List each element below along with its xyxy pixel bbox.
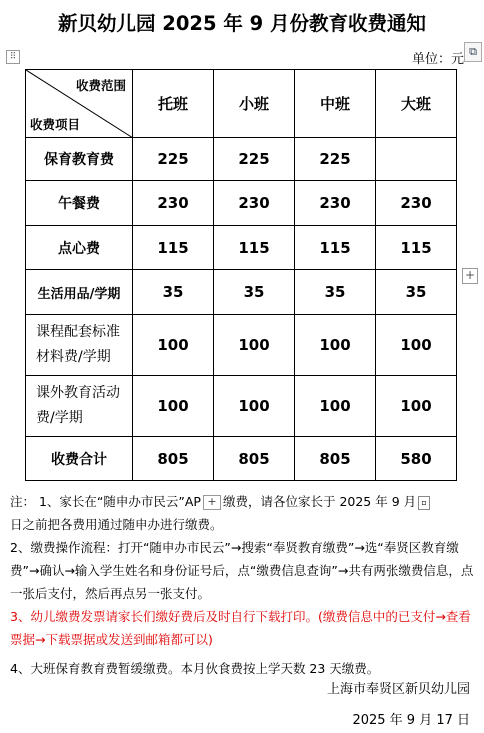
notice-title: 新贝幼儿园 2025 年 9 月份教育收费通知	[58, 12, 426, 35]
row-label: 课程配套标准材料费/学期	[26, 315, 133, 376]
table-move-handle-icon[interactable]: ⠿	[6, 50, 20, 64]
table-row	[26, 138, 457, 181]
table-cell: 115	[133, 226, 214, 270]
table-cell: 100	[376, 315, 457, 376]
row-label: 课外教育活动费/学期	[26, 376, 133, 437]
table-cell: 230	[295, 181, 376, 226]
note-2: 2、缴费操作流程：打开“随申办市民云”→搜索“奉贤教育缴费”→选“奉贤区教育缴费”→确认→输入学生姓名和身份证号后，点“缴费信息查询”→共有两张缴费信息，点一张后支付，然后再点另一张支付。	[10, 540, 474, 601]
row-label: 保育教育费	[26, 138, 133, 181]
frame-icon[interactable]: ▫	[418, 496, 430, 510]
table-cell: 225	[214, 138, 295, 181]
table-cell: 805	[214, 437, 295, 481]
table-cell: 35	[376, 270, 457, 315]
row-label: 生活用品/学期	[26, 270, 133, 315]
add-column-plus-icon[interactable]: +	[203, 495, 221, 510]
note-3: 3、幼儿缴费发票请家长们缴好费后及时自行下载打印。(缴费信息中的已支付→查看票据→下载票据或发送到邮箱都可以)	[10, 609, 471, 647]
corner-top-label: 收费范围	[75, 78, 126, 93]
table-cell: 100	[214, 315, 295, 376]
table-row	[26, 437, 457, 481]
row-label: 点心费	[26, 226, 133, 270]
row-label: 午餐费	[26, 181, 133, 226]
corner-cell	[26, 70, 133, 138]
note-1-continued: 日之前把各费用通过随申办进行缴费。	[10, 517, 223, 532]
table-cell: 115	[214, 226, 295, 270]
table-cell: 230	[133, 181, 214, 226]
fee-table	[25, 69, 457, 481]
note-1-part-a: 注： 1、家长在“随申办市民云”AP	[10, 494, 201, 509]
layout-options-icon[interactable]: ⧉	[464, 42, 482, 62]
row-label: 收费合计	[26, 437, 133, 481]
table-row	[26, 376, 457, 437]
table-cell: 230	[376, 181, 457, 226]
add-row-plus-icon[interactable]: +	[462, 268, 478, 284]
column-header: 小班	[214, 70, 295, 138]
table-cell: 225	[133, 138, 214, 181]
column-header: 大班	[376, 70, 457, 138]
table-row	[26, 270, 457, 315]
table-cell: 100	[214, 376, 295, 437]
notes-section	[10, 490, 476, 680]
column-header: 托班	[133, 70, 214, 138]
table-cell: 100	[133, 376, 214, 437]
table-cell: 35	[214, 270, 295, 315]
table-cell: 100	[376, 376, 457, 437]
table-row	[26, 315, 457, 376]
table-row	[26, 181, 457, 226]
table-cell: 115	[376, 226, 457, 270]
table-header-row	[26, 70, 457, 138]
table-cell: 100	[133, 315, 214, 376]
notice-date: 2025 年 9 月 17 日	[352, 713, 470, 728]
table-cell: 35	[295, 270, 376, 315]
table-cell	[376, 138, 457, 181]
table-cell: 230	[214, 181, 295, 226]
note-1-part-b: 缴费，请各位家长于 2025 年 9 月	[222, 494, 417, 509]
table-cell: 100	[295, 376, 376, 437]
table-cell: 805	[133, 437, 214, 481]
table-cell: 115	[295, 226, 376, 270]
table-cell: 805	[295, 437, 376, 481]
column-header: 中班	[295, 70, 376, 138]
table-row	[26, 226, 457, 270]
table-cell: 35	[133, 270, 214, 315]
table-cell: 225	[295, 138, 376, 181]
note-4: 4、大班保育教育费暂缓缴费。本月伙食费按上学天数 23 天缴费。	[10, 661, 380, 676]
table-cell: 100	[295, 315, 376, 376]
note-1	[10, 490, 476, 513]
unit-label: 单位：元	[411, 52, 464, 67]
signature: 上海市奉贤区新贝幼儿园	[326, 682, 470, 697]
table-cell: 580	[376, 437, 457, 481]
corner-bottom-label: 收费项目	[30, 117, 81, 132]
